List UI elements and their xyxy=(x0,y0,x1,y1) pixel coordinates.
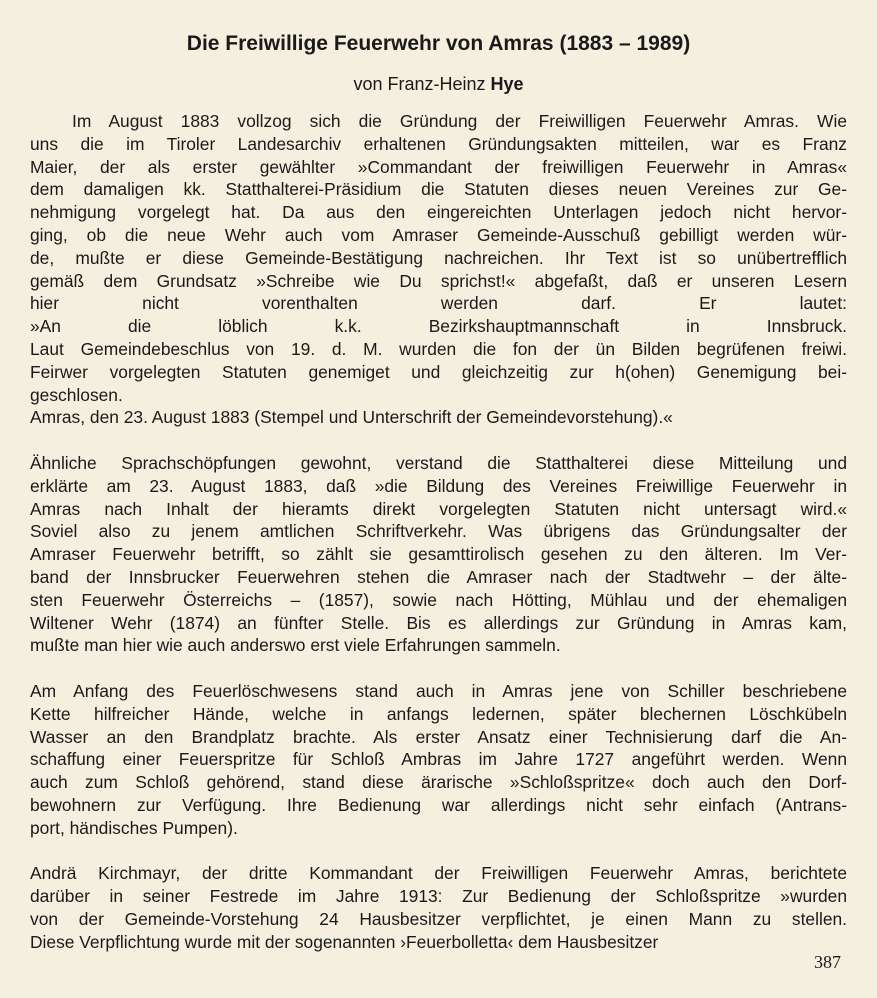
text-line: band der Innsbrucker Feuerwehren stehen die Amraser nach der Stadtwehr – der älte- xyxy=(30,566,847,587)
text-line: hier nicht vorenthalten werden darf. Er lautet: xyxy=(30,293,847,314)
text-line: Kette hilfreicher Hände, welche in anfangs ledernen, später blechernen Löschkübeln xyxy=(30,703,847,724)
paragraph xyxy=(30,110,847,429)
text-line: Wiltener Wehr (1874) an fünfter Stelle. Bis es allerdings zur Gründung in Amras kam, xyxy=(30,612,847,633)
text-line: Wasser an den Brandplatz brachte. Als erster Ansatz einer Technisierung darf die An- xyxy=(30,726,847,747)
text-line: bewohnern zur Verfügung. Ihre Bedienung war allerdings nicht sehr einfach (Antrans- xyxy=(30,794,847,815)
text-line: dem damaligen kk. Statthalterei-Präsidium die Statuten dieses neuen Vereines zur Ge- xyxy=(30,179,847,200)
paragraph xyxy=(30,680,847,840)
paragraph xyxy=(30,452,847,657)
article-body xyxy=(30,110,847,953)
text-line: auch zum Schloß gehörend, stand diese ärarische »Schloßspritze« doch auch den Dorf- xyxy=(30,772,847,793)
text-line: uns die im Tiroler Landesarchiv erhaltenen Gründungsakten mitteilen, war es Franz xyxy=(30,133,847,154)
text-line: Am Anfang des Feuerlöschwesens stand auch in Amras jene von Schiller beschriebene xyxy=(30,680,847,701)
author-surname: Hye xyxy=(490,74,524,94)
paragraph xyxy=(30,862,847,953)
text-line: Amraser Feuerwehr betrifft, so zählt sie gesamttirolisch gesehen zu den älteren. Im Ver- xyxy=(30,544,847,565)
text-line: sten Feuerwehr Österreichs – (1857), sowie nach Hötting, Mühlau und der ehemaligen xyxy=(30,589,847,610)
text-line: Ähnliche Sprachschöpfungen gewohnt, verstand die Statthalterei diese Mitteilung und xyxy=(30,452,847,473)
text-line: ging, ob die neue Wehr auch vom Amraser Gemeinde-Ausschuß gebilligt werden wür- xyxy=(30,224,847,245)
text-line: geschlosen. xyxy=(30,384,123,405)
text-line: erklärte am 23. August 1883, daß »die Bildung des Vereines Freiwillige Feuerwehr in xyxy=(30,475,847,496)
text-line: mußte man hier wie auch anderswo erst viele Erfahrungen sammeln. xyxy=(30,635,561,656)
text-line: Laut Gemeindebeschlus von 19. d. M. wurden die fon der ün Bilden begrüfenen freiwi. xyxy=(30,338,847,359)
text-line: de, mußte er diese Gemeinde-Bestätigung nachreichen. Ihr Text ist so unübertrefflich xyxy=(30,247,847,268)
text-line: Amras, den 23. August 1883 (Stempel und Unterschrift der Gemeindevorstehung).« xyxy=(30,407,673,428)
text-line: Amras nach Inhalt der hieramts direkt vorgelegten Statuten nicht untersagt wird.« xyxy=(30,498,847,519)
text-line: Diese Verpflichtung wurde mit der sogenannten ›Feuerbolletta‹ dem Hausbesitzer xyxy=(30,931,659,952)
text-line: Feirwer vorgelegten Statuten genemiget und gleichzeitig zur h(ohen) Genemigung bei- xyxy=(30,361,847,382)
text-line: Soviel also zu jenem amtlichen Schriftverkehr. Was übrigens das Gründungsalter der xyxy=(30,521,847,542)
page-number: 387 xyxy=(814,952,841,972)
text-line: »An die löblich k.k. Bezirkshauptmannschaft in Innsbruck. xyxy=(30,316,847,337)
byline xyxy=(30,72,847,96)
text-line: schaffung einer Feuerspritze für Schloß Ambras im Jahre 1727 angeführt werden. Wenn xyxy=(30,749,847,770)
text-line: Im August 1883 vollzog sich die Gründung der Freiwilligen Feuerwehr Amras. Wie xyxy=(72,111,847,131)
article-title: Die Freiwillige Feuerwehr von Amras (1883 – 1989) xyxy=(186,32,691,55)
text-line: Andrä Kirchmayr, der dritte Kommandant der Freiwilligen Feuerwehr Amras, berichtete xyxy=(30,863,847,884)
text-line: nehmigung vorgelegt hat. Da aus den eingereichten Unterlagen jedoch nicht hervor- xyxy=(30,202,847,223)
text-line: darüber in seiner Festrede im Jahre 1913: Zur Bedienung der Schloßspritze »wurden xyxy=(30,886,847,907)
text-line: von der Gemeinde-Vorstehung 24 Hausbesitzer verpflichtet, je einen Mann zu stellen. xyxy=(30,908,847,929)
text-line: port, händisches Pumpen). xyxy=(30,817,238,838)
byline-prefix: von Franz-Heinz xyxy=(353,74,486,94)
text-line: gemäß dem Grundsatz »Schreibe wie Du sprichst!« abgefaßt, daß er unseren Lesern xyxy=(30,270,847,291)
text-line: Maier, der als erster gewählter »Commandant der freiwilligen Feuerwehr in Amras« xyxy=(30,156,847,177)
